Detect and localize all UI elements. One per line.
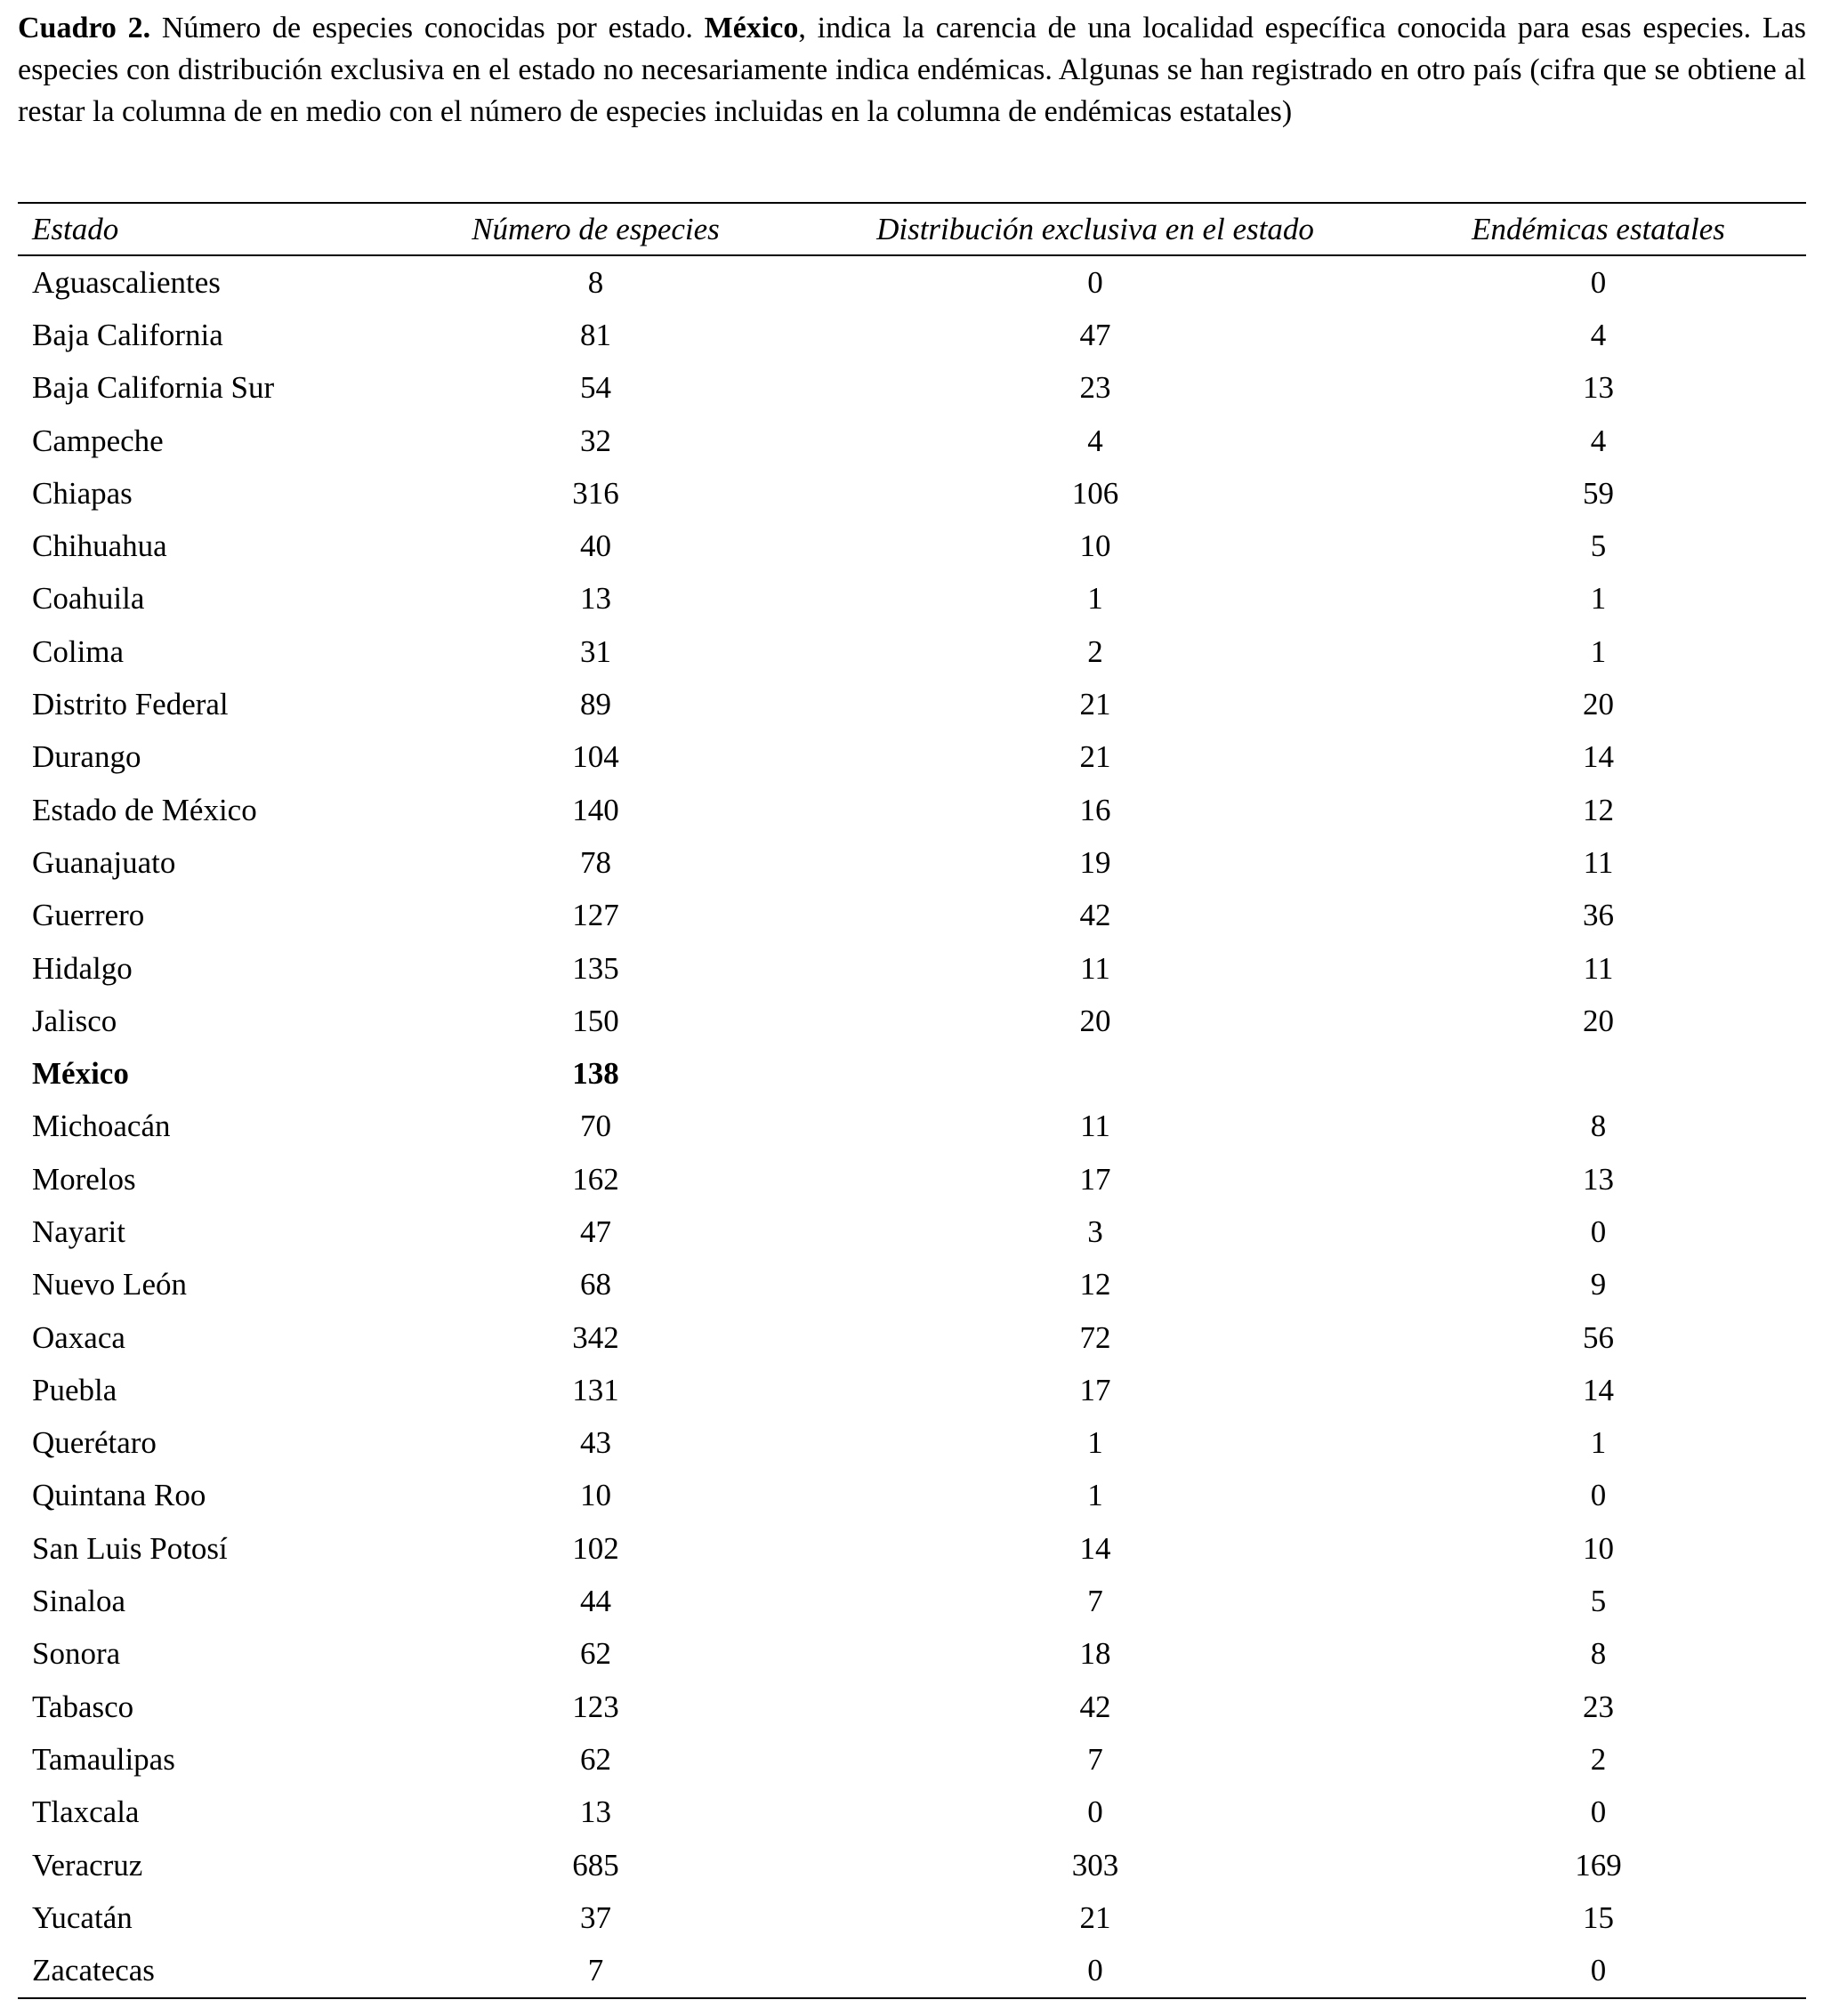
caption-text-2: , indica la carencia de una localidad específica conocida para esas especies. Las especies con distribución exclusiva en el estado no necesariamente indica endémicas. Algunas se han registrado en otro país (cifra que se obtiene al restar la columna de en medio con el número de especies incluidas en la columna de endémicas estatales)	[18, 12, 1806, 128]
cell-estado: Zacatecas	[32, 1953, 155, 1988]
cell-estado: Baja California	[32, 317, 223, 352]
table-caption	[18, 7, 1806, 133]
cell-distribucion-exclusiva: 3	[1087, 1214, 1103, 1249]
table-row	[18, 836, 1806, 889]
cell-numero-especies: 104	[572, 739, 619, 775]
cell-numero-especies: 40	[580, 528, 611, 564]
cell-estado: Michoacán	[32, 1109, 171, 1144]
table-header-row	[18, 204, 1806, 256]
cell-estado: Colima	[32, 633, 125, 669]
table-row	[18, 731, 1806, 784]
cell-estado: Oaxaca	[32, 1319, 125, 1355]
cell-numero-especies: 8	[587, 264, 604, 300]
cell-estado: Sinaloa	[32, 1584, 125, 1619]
cell-estado: Sonora	[32, 1636, 121, 1672]
cell-distribucion-exclusiva: 1	[1087, 581, 1103, 617]
table-row	[18, 1786, 1806, 1839]
table-row	[18, 1311, 1806, 1364]
cell-estado: San Luis Potosí	[32, 1530, 228, 1566]
cell-distribucion-exclusiva: 0	[1087, 264, 1103, 300]
table-body	[18, 256, 1806, 1997]
cell-distribucion-exclusiva: 11	[1080, 950, 1110, 986]
cell-distribucion-exclusiva: 17	[1079, 1372, 1111, 1407]
cell-numero-especies: 47	[580, 1214, 611, 1249]
table-row	[18, 784, 1806, 836]
cell-endemicas-estatales: 11	[1583, 844, 1614, 880]
table-row	[18, 1470, 1806, 1522]
cell-numero-especies: 135	[572, 950, 619, 986]
cell-distribucion-exclusiva: 7	[1087, 1741, 1103, 1777]
cell-endemicas-estatales: 10	[1583, 1530, 1614, 1566]
cell-distribucion-exclusiva: 16	[1079, 792, 1111, 827]
cell-distribucion-exclusiva: 11	[1080, 1109, 1110, 1144]
cell-distribucion-exclusiva: 2	[1087, 633, 1103, 669]
cell-distribucion-exclusiva: 1	[1087, 1478, 1103, 1513]
cell-endemicas-estatales: 0	[1590, 264, 1607, 300]
cell-estado: Hidalgo	[32, 950, 133, 986]
table-row	[18, 415, 1806, 467]
table-row	[18, 1945, 1806, 1997]
table-row	[18, 625, 1806, 678]
cell-endemicas-estatales: 11	[1583, 950, 1614, 986]
cell-endemicas-estatales: 4	[1590, 423, 1607, 458]
cell-numero-especies: 54	[580, 370, 611, 406]
table-row	[18, 1575, 1806, 1627]
cell-numero-especies: 43	[580, 1425, 611, 1461]
cell-numero-especies: 31	[580, 633, 611, 669]
cell-endemicas-estatales: 14	[1583, 739, 1614, 775]
cell-estado: Chihuahua	[32, 528, 167, 564]
cell-endemicas-estatales: 4	[1590, 317, 1607, 352]
cell-endemicas-estatales: 1	[1590, 1425, 1607, 1461]
cell-endemicas-estatales: 0	[1590, 1953, 1607, 1988]
cell-numero-especies: 131	[572, 1372, 619, 1407]
cell-endemicas-estatales: 14	[1583, 1372, 1614, 1407]
table-row	[18, 1839, 1806, 1891]
cell-estado: Querétaro	[32, 1425, 157, 1461]
table-row	[18, 256, 1806, 309]
cell-endemicas-estatales: 56	[1583, 1319, 1614, 1355]
cell-endemicas-estatales: 0	[1590, 1794, 1607, 1830]
cell-numero-especies: 32	[580, 423, 611, 458]
cell-endemicas-estatales: 20	[1583, 687, 1614, 722]
cell-endemicas-estatales: 59	[1583, 475, 1614, 511]
cell-distribucion-exclusiva: 18	[1079, 1636, 1111, 1672]
cell-estado: Tabasco	[32, 1689, 134, 1724]
table-row	[18, 1259, 1806, 1311]
header-estado: Estado	[32, 211, 119, 246]
cell-estado: México	[32, 1056, 129, 1092]
cell-endemicas-estatales: 15	[1583, 1899, 1614, 1935]
cell-numero-especies: 162	[572, 1161, 619, 1197]
table-row	[18, 678, 1806, 730]
cell-numero-especies: 13	[580, 1794, 611, 1830]
cell-endemicas-estatales: 12	[1583, 792, 1614, 827]
cell-estado: Veracruz	[32, 1847, 143, 1883]
cell-endemicas-estatales: 0	[1590, 1214, 1607, 1249]
cell-estado: Puebla	[32, 1372, 117, 1407]
cell-endemicas-estatales: 8	[1590, 1636, 1607, 1672]
cell-distribucion-exclusiva: 20	[1079, 1003, 1111, 1038]
cell-numero-especies: 316	[572, 475, 619, 511]
cell-distribucion-exclusiva: 12	[1079, 1267, 1111, 1302]
header-endemicas-estatales: Endémicas estatales	[1472, 211, 1725, 246]
table-row	[18, 1101, 1806, 1153]
table-row	[18, 309, 1806, 361]
cell-distribucion-exclusiva: 10	[1079, 528, 1111, 564]
table-row	[18, 1733, 1806, 1786]
header-distribucion-exclusiva: Distribución exclusiva en el estado	[876, 211, 1314, 246]
table-row	[18, 520, 1806, 572]
cell-numero-especies: 342	[572, 1319, 619, 1355]
cell-endemicas-estatales: 20	[1583, 1003, 1614, 1038]
cell-numero-especies: 102	[572, 1530, 619, 1566]
cell-endemicas-estatales: 169	[1575, 1847, 1622, 1883]
cell-endemicas-estatales: 36	[1583, 898, 1614, 933]
cell-estado: Campeche	[32, 423, 164, 458]
cell-endemicas-estatales: 13	[1583, 370, 1614, 406]
cell-numero-especies: 150	[572, 1003, 619, 1038]
cell-endemicas-estatales: 9	[1590, 1267, 1607, 1302]
cell-estado: Baja California Sur	[32, 370, 275, 406]
cell-distribucion-exclusiva: 7	[1087, 1584, 1103, 1619]
cell-distribucion-exclusiva: 14	[1079, 1530, 1111, 1566]
table-row	[18, 942, 1806, 995]
cell-distribucion-exclusiva: 1	[1087, 1425, 1103, 1461]
cell-endemicas-estatales: 8	[1590, 1109, 1607, 1144]
cell-numero-especies: 13	[580, 581, 611, 617]
cell-endemicas-estatales: 23	[1583, 1689, 1614, 1724]
cell-numero-especies: 685	[572, 1847, 619, 1883]
caption-bold-term: México	[704, 12, 799, 44]
table-row	[18, 1417, 1806, 1470]
cell-numero-especies: 68	[580, 1267, 611, 1302]
cell-distribucion-exclusiva: 106	[1071, 475, 1119, 511]
cell-estado: Tlaxcala	[32, 1794, 140, 1830]
cell-estado: Morelos	[32, 1161, 136, 1197]
table-row	[18, 573, 1806, 625]
cell-estado: Jalisco	[32, 1003, 117, 1038]
table-row	[18, 1681, 1806, 1733]
cell-numero-especies: 7	[587, 1953, 604, 1988]
cell-numero-especies: 62	[580, 1636, 611, 1672]
table-row	[18, 890, 1806, 942]
cell-estado: Durango	[32, 739, 141, 775]
cell-estado: Nuevo León	[32, 1267, 187, 1302]
cell-distribucion-exclusiva: 4	[1087, 423, 1103, 458]
cell-distribucion-exclusiva: 23	[1079, 370, 1111, 406]
cell-distribucion-exclusiva: 47	[1079, 317, 1111, 352]
cell-numero-especies: 140	[572, 792, 619, 827]
table-row	[18, 1047, 1806, 1100]
cell-endemicas-estatales: 1	[1590, 633, 1607, 669]
cell-distribucion-exclusiva: 303	[1071, 1847, 1119, 1883]
cell-distribucion-exclusiva: 0	[1087, 1953, 1103, 1988]
cell-numero-especies: 138	[572, 1056, 619, 1092]
cell-distribucion-exclusiva: 0	[1087, 1794, 1103, 1830]
cell-estado: Coahuila	[32, 581, 145, 617]
cell-estado: Chiapas	[32, 475, 133, 511]
caption-text-1: Número de especies conocidas por estado.	[150, 12, 705, 44]
cell-estado: Aguascalientes	[32, 264, 221, 300]
cell-endemicas-estatales: 5	[1590, 1584, 1607, 1619]
cell-numero-especies: 70	[580, 1109, 611, 1144]
cell-endemicas-estatales: 2	[1590, 1741, 1607, 1777]
cell-endemicas-estatales: 13	[1583, 1161, 1614, 1197]
cell-numero-especies: 127	[572, 898, 619, 933]
cell-numero-especies: 89	[580, 687, 611, 722]
cell-distribucion-exclusiva: 17	[1079, 1161, 1111, 1197]
header-numero-especies: Número de especies	[472, 211, 720, 246]
cell-estado: Tamaulipas	[32, 1741, 175, 1777]
cell-distribucion-exclusiva: 21	[1079, 1899, 1111, 1935]
cell-estado: Guerrero	[32, 898, 145, 933]
cell-distribucion-exclusiva: 72	[1079, 1319, 1111, 1355]
cell-distribucion-exclusiva: 19	[1079, 844, 1111, 880]
table-row	[18, 362, 1806, 415]
cell-estado: Guanajuato	[32, 844, 176, 880]
cell-numero-especies: 10	[580, 1478, 611, 1513]
cell-numero-especies: 44	[580, 1584, 611, 1619]
cell-numero-especies: 62	[580, 1741, 611, 1777]
cell-estado: Yucatán	[32, 1899, 133, 1935]
document-page	[18, 7, 1806, 1988]
table-row	[18, 1891, 1806, 1944]
cell-endemicas-estatales: 5	[1590, 528, 1607, 564]
species-table	[18, 202, 1806, 1999]
cell-numero-especies: 37	[580, 1899, 611, 1935]
cell-numero-especies: 78	[580, 844, 611, 880]
caption-label: Cuadro 2.	[18, 12, 151, 44]
cell-distribucion-exclusiva: 42	[1079, 1689, 1111, 1724]
table-row	[18, 467, 1806, 520]
cell-endemicas-estatales: 1	[1590, 581, 1607, 617]
cell-estado: Distrito Federal	[32, 687, 229, 722]
cell-estado: Quintana Roo	[32, 1478, 206, 1513]
table-row	[18, 995, 1806, 1047]
cell-numero-especies: 123	[572, 1689, 619, 1724]
cell-distribucion-exclusiva: 21	[1079, 687, 1111, 722]
cell-distribucion-exclusiva: 21	[1079, 739, 1111, 775]
table-row	[18, 1206, 1806, 1258]
cell-distribucion-exclusiva: 42	[1079, 898, 1111, 933]
table-row	[18, 1153, 1806, 1206]
table-row	[18, 1522, 1806, 1575]
table-row	[18, 1628, 1806, 1681]
cell-endemicas-estatales: 0	[1590, 1478, 1607, 1513]
cell-estado: Nayarit	[32, 1214, 125, 1249]
cell-numero-especies: 81	[580, 317, 611, 352]
cell-estado: Estado de México	[32, 792, 257, 827]
table-row	[18, 1364, 1806, 1416]
